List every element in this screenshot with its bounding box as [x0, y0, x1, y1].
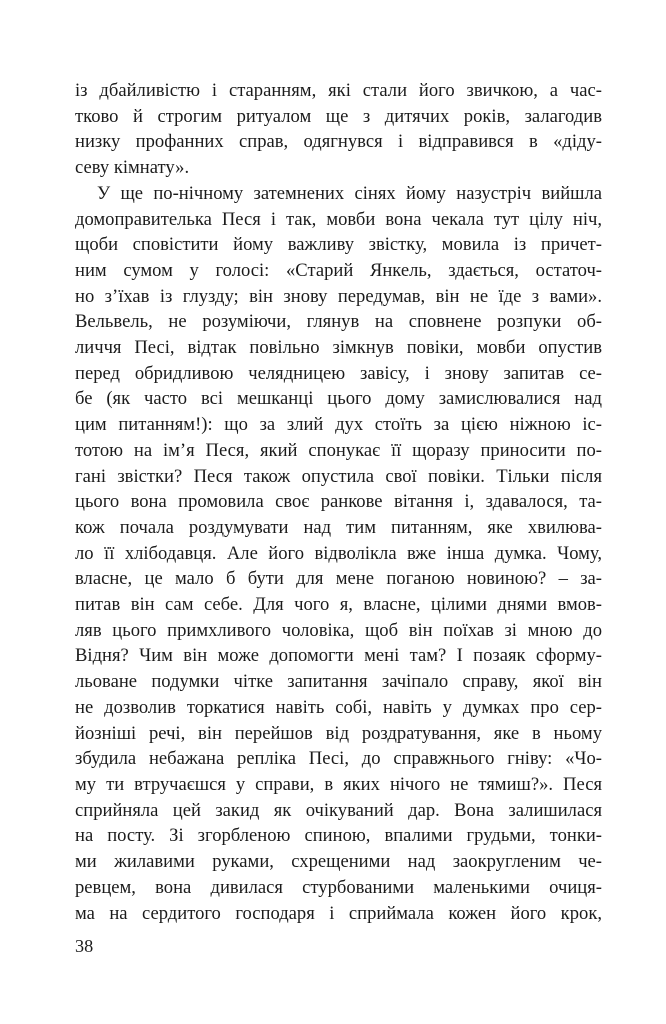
text-line: ло її хлібодавця. Але його відволікла вже інша думка. Чому,: [75, 542, 602, 564]
text-line: У ще по-нічному затемнених сінях йому назустріч вийшла: [97, 182, 602, 204]
text-line: низку профанних справ, одягнувся і відправився в «діду-: [75, 131, 602, 153]
page-number: 38: [75, 936, 94, 956]
text-line: із дбайливістю і старанням, які стали його звичкою, а час-: [75, 80, 602, 101]
text-line: ма на сердитого господаря і сприймала кожен його крок,: [75, 902, 602, 924]
text-line: кож почала роздумувати над тим питанням, яке хвилюва-: [75, 516, 602, 538]
text-line: севу кімнату».: [75, 157, 190, 179]
text-line: на посту. Зі згорбленою спиною, впалими грудьми, тонки-: [75, 825, 602, 847]
text-line: но з’їхав із глузду; він знову передумав, він не їде з вами».: [75, 285, 602, 307]
text-line: ляв цього примхливого чоловіка, щоб він поїхав зі мною до: [75, 619, 602, 641]
text-line: личчя Песі, відтак повільно зімкнув повіки, мовби опустив: [75, 337, 602, 359]
paragraph: [75, 78, 602, 181]
text-line: му ти втручаєшся у справи, в яких нічого не тямиш?». Песя: [75, 773, 602, 795]
text-line: льоване подумки чітке запитання зачіпало справу, якої він: [75, 671, 602, 693]
text-line: питав він сам себе. Для чого я, власне, цілими днями вмов-: [75, 594, 602, 616]
text-line: тотою на ім’я Песя, який спонукає її щоразу приносити по-: [75, 439, 602, 461]
text-line: йозніші речі, він перейшов від роздратування, яке в ньому: [75, 722, 602, 744]
text-line: цим питанням!): що за злий дух стоїть за цією ніжною іс-: [75, 414, 602, 436]
text-line: власне, це мало б бути для мене поганою новиною? – за-: [75, 568, 602, 590]
text-line: ми жилавими руками, схрещеними над заокругленим че-: [75, 851, 602, 873]
text-line: домоправителька Песя і так, мовби вона чекала тут цілу ніч,: [75, 208, 602, 230]
text-line: Відня? Чим він може допомогти мені там? І позаяк сформу-: [75, 645, 602, 667]
text-line: цього вона промовила своє ранкове вітання і, здавалося, та-: [75, 491, 602, 513]
text-line: Вельвель, не розуміючи, глянув на сповнене розпуки об-: [75, 311, 602, 333]
text-line: перед обридливою челядницею завісу, і знову запитав се-: [75, 362, 602, 384]
text-line: сприйняла цей закид як очікуваний дар. Вона залишилася: [75, 799, 602, 821]
text-line: ревцем, вона дивилася стурбованими маленькими очиця-: [75, 876, 602, 898]
text-line: бе (як часто всі мешканці цього дому замислювалися над: [75, 388, 602, 410]
text-line: не дозволив торкатися навіть собі, навіть у думках про сер-: [75, 696, 602, 718]
text-line: збудила небажана репліка Песі, до справжнього гніву: «Чо-: [75, 748, 602, 770]
text-line: ним сумом у голосі: «Старий Янкель, здається, остаточ-: [75, 259, 602, 281]
text-line: щоби сповістити йому важливу звістку, мовила із причет-: [75, 234, 602, 256]
text-line: гані звістки? Песя також опустила свої повіки. Тільки після: [75, 465, 602, 487]
paragraph: [75, 181, 602, 926]
text-block: [75, 78, 602, 926]
text-line: тково й строгим ритуалом ще з дитячих років, залагодив: [75, 105, 602, 127]
